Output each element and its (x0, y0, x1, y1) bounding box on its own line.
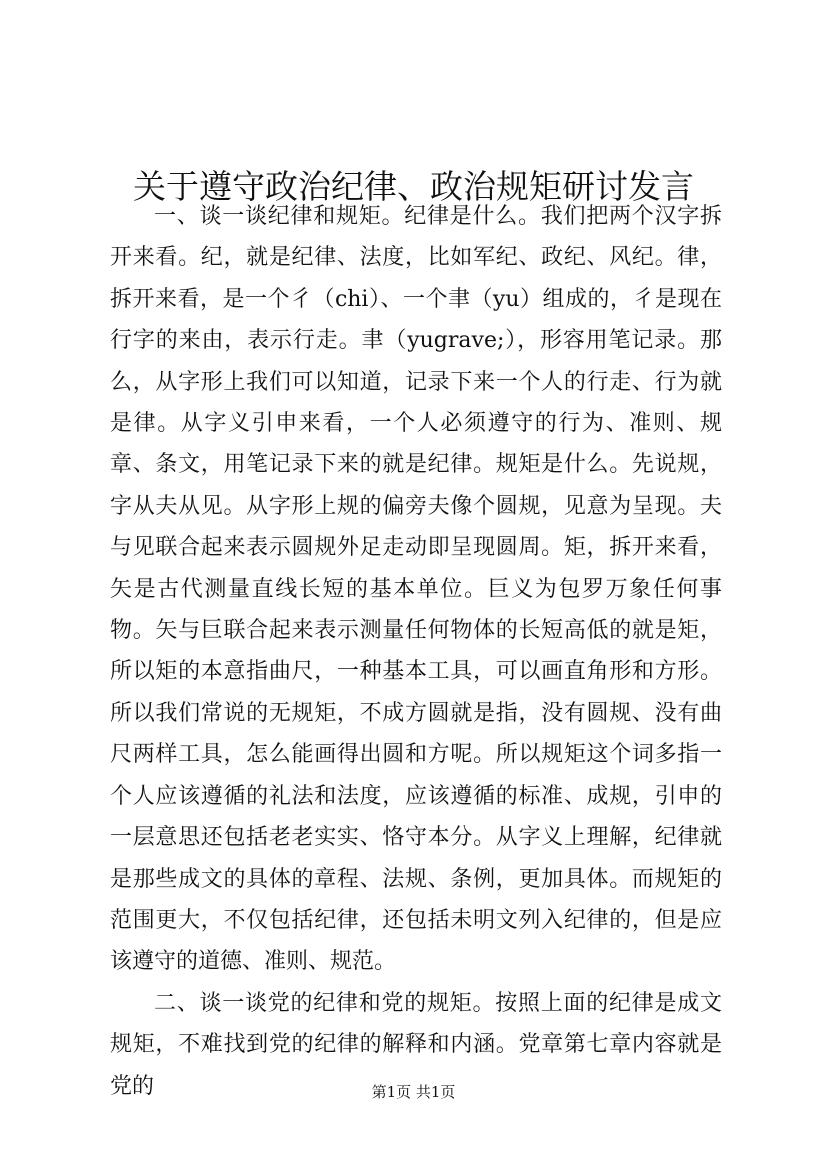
paragraph-2: 二、谈一谈党的纪律和党的规矩。按照上面的纪律是成文规矩，不难找到党的纪律的解释和内涵。党章第七章内容就是党的 (110, 990, 722, 1099)
document-body (110, 196, 722, 1107)
page-footer: 第1页 共1页 (371, 1083, 456, 1101)
paragraph-1: 一、谈一谈纪律和规矩。纪律是什么。我们把两个汉字拆开来看。纪，就是纪律、法度，比如军纪、政纪、风纪。律，拆开来看，是一个彳（chi）、一个聿（yu）组成的，彳是现在行字的来由，表示行走。聿（yugrave;），形容用笔记录。那么，从字形上我们可以知道，记录下来一个人的行走、行为就是律。从字义引申来看，一个人必须遵守的行为、准则、规章、条文，用笔记录下来的就是纪律。规矩是什么。先说规，字从夫从见。从字形上规的偏旁夫像个圆规，见意为呈现。夫与见联合起来表示圆规外足走动即呈现圆周。矩，拆开来看，矢是古代测量直线长短的基本单位。巨义为包罗万象任何事物。矢与巨联合起来表示测量任何物体的长短高低的就是矩，所以矩的本意指曲尺，一种基本工具，可以画直角形和方形。所以我们常说的无规矩，不成方圆就是指，没有圆规、没有曲尺两样工具，怎么能画得出圆和方呢。所以规矩这个词多指一个人应该遵循的礼法和法度，应该遵循的标准、成规，引申的一层意思还包括老老实实、恪守本分。从字义上理解，纪律就是那些成文的具体的章程、法规、条例，更加具体。而规矩的范围更大，不仅包括纪律，还包括未明文列入纪律的，但是应该遵守的道德、准则、规范。 (110, 204, 722, 975)
document-title: 关于遵守政治纪律、政治规矩研讨发言 (133, 167, 694, 207)
